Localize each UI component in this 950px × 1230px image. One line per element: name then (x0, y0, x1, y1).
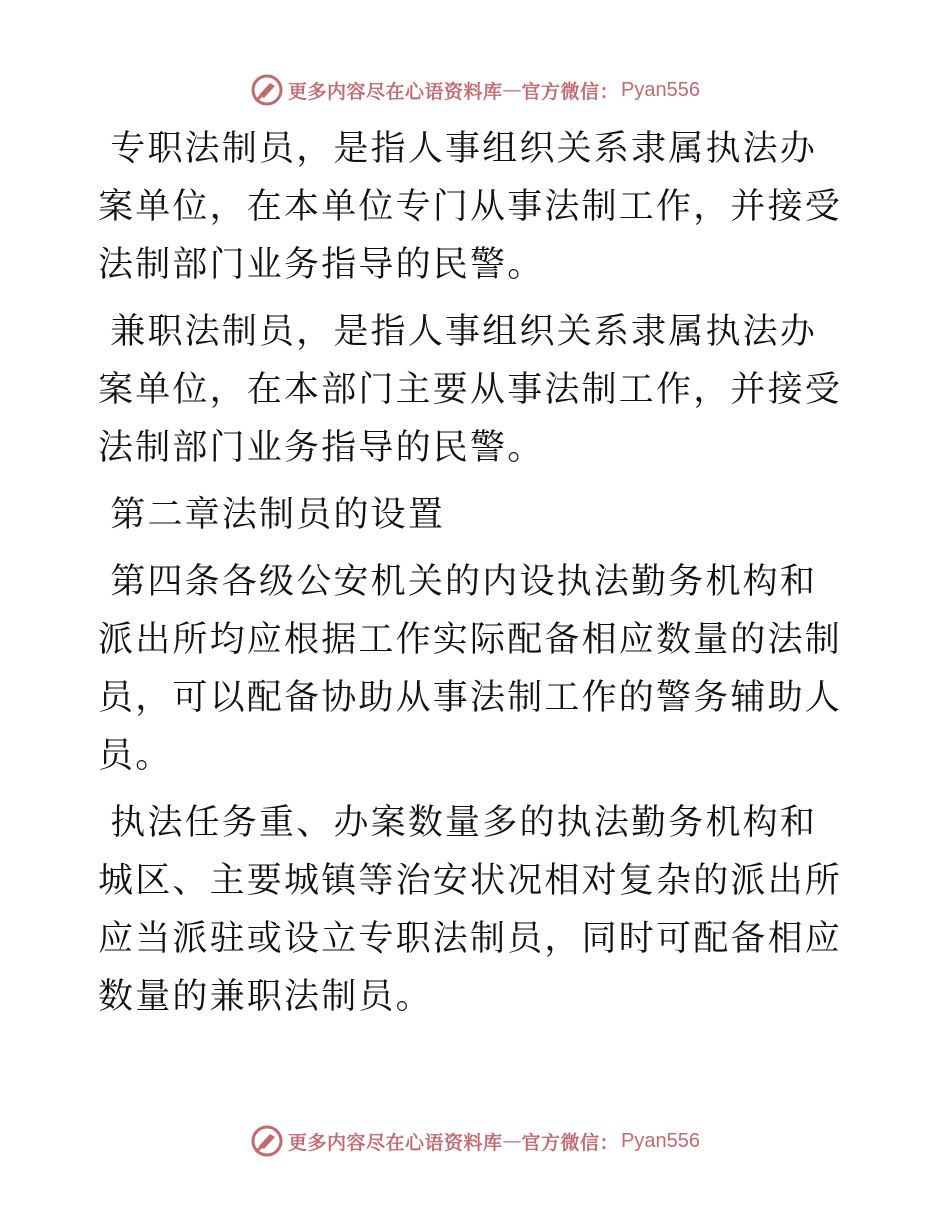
document-body (98, 120, 850, 1035)
pen-nib-logo-icon (250, 73, 284, 107)
banner-separator: — (502, 79, 522, 101)
wechat-id: Pyan556 (621, 1129, 700, 1152)
wechat-id: Pyan556 (621, 78, 700, 101)
pen-nib-logo-icon (250, 1124, 284, 1158)
header-banner (0, 70, 950, 110)
banner-separator: — (502, 1130, 522, 1152)
wechat-label: 官方微信： (521, 1131, 620, 1154)
chapter-heading: 第二章法制员的设置 (110, 495, 446, 535)
paragraph-article-four: 第四条各级公安机关的内设执法勤务机构和派出所均应根据工作实际配备相应数量的法制员，可以配备协助从事法制工作的警务辅助人员。 (98, 562, 843, 776)
library-text: 更多内容尽在心语资料库 (288, 80, 503, 103)
paragraph-part-time-officer: 兼职法制员，是指人事组织关系隶属执法办案单位，在本部门主要从事法制工作，并接受法制部门业务指导的民警。 (98, 312, 843, 468)
library-text: 更多内容尽在心语资料库 (288, 1131, 503, 1154)
paragraph-full-time-officer: 专职法制员，是指人事组织关系隶属执法办案单位，在本单位专门从事法制工作，并接受法制部门业务指导的民警。 (98, 129, 843, 285)
footer-banner (0, 1121, 950, 1161)
paragraph-heavy-workload-units: 执法任务重、办案数量多的执法勤务机构和城区、主要城镇等治安状况相对复杂的派出所应当派驻或设立专职法制员，同时可配备相应数量的兼职法制员。 (98, 803, 843, 1017)
wechat-label: 官方微信： (521, 80, 620, 103)
